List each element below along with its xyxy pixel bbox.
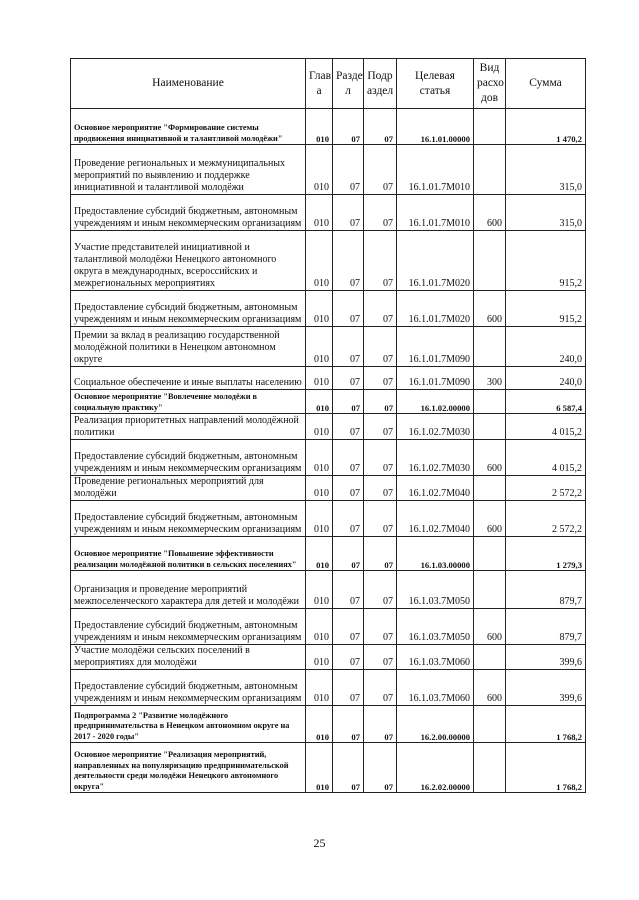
cell-razdel: 07 [333,571,364,609]
cell-summa: 1 279,3 [506,537,586,571]
cell-summa: 915,2 [506,291,586,327]
cell-summa: 315,0 [506,195,586,231]
cell-summa: 2 572,2 [506,501,586,537]
cell-tselevaya-statya: 16.1.01.7М090 [397,367,474,390]
header-tselevaya-statya: Целевая статья [397,59,474,109]
cell-vid-raskhodov [474,537,506,571]
table-row [71,390,586,414]
table-header-row [71,59,586,109]
cell-razdel: 07 [333,645,364,670]
cell-razdel: 07 [333,440,364,476]
cell-razdel: 07 [333,609,364,645]
table-row [71,501,586,537]
cell-naimenovanie: Основное мероприятие "Повышение эффективности реализации молодёжной политики в сельских поселениях" [71,537,306,571]
cell-glava: 010 [306,645,333,670]
cell-razdel: 07 [333,195,364,231]
cell-vid-raskhodov [474,476,506,501]
cell-razdel: 07 [333,231,364,291]
header-summa: Сумма [506,59,586,109]
page-number: 25 [313,836,326,850]
cell-glava: 010 [306,109,333,145]
cell-vid-raskhodov: 600 [474,501,506,537]
cell-tselevaya-statya: 16.1.01.7М020 [397,291,474,327]
cell-tselevaya-statya: 16.1.02.7М040 [397,476,474,501]
cell-tselevaya-statya: 16.1.03.7М050 [397,609,474,645]
cell-summa: 1 470,2 [506,109,586,145]
table-row [71,414,586,440]
table-row [71,743,586,793]
cell-naimenovanie: Предоставление субсидий бюджетным, автономным учреждениям и иным некоммерческим организациям [71,609,306,645]
cell-tselevaya-statya: 16.1.01.7М090 [397,327,474,367]
table-row [71,609,586,645]
cell-tselevaya-statya: 16.1.01.7М020 [397,231,474,291]
cell-tselevaya-statya: 16.1.01.7М010 [397,195,474,231]
cell-naimenovanie: Социальное обеспечение и иные выплаты населению [71,367,306,390]
cell-summa: 240,0 [506,367,586,390]
cell-summa: 1 768,2 [506,743,586,793]
cell-podrazdel: 07 [364,109,397,145]
table-row [71,706,586,743]
cell-podrazdel: 07 [364,145,397,195]
cell-podrazdel: 07 [364,440,397,476]
cell-vid-raskhodov [474,706,506,743]
cell-naimenovanie: Реализация приоритетных направлений молодёжной политики [71,414,306,440]
cell-naimenovanie: Основное мероприятие "Формирование системы продвижения инициативной и талантливой молодёжи" [71,109,306,145]
cell-podrazdel: 07 [364,231,397,291]
cell-tselevaya-statya: 16.1.03.7М060 [397,670,474,706]
cell-podrazdel: 07 [364,367,397,390]
cell-vid-raskhodov: 300 [474,367,506,390]
cell-summa: 915,2 [506,231,586,291]
header-vid-raskhodov: Вид расхо дов [474,59,506,109]
cell-tselevaya-statya: 16.2.00.00000 [397,706,474,743]
cell-razdel: 07 [333,670,364,706]
cell-naimenovanie: Предоставление субсидий бюджетным, автономным учреждениям и иным некоммерческим организациям [71,440,306,476]
cell-podrazdel: 07 [364,291,397,327]
cell-naimenovanie: Проведение региональных мероприятий для молодёжи [71,476,306,501]
cell-naimenovanie: Подпрограмма 2 "Развитие молодёжного предпринимательства в Ненецком автономном округе на 2017 - 2020 годы" [71,706,306,743]
table-row [71,327,586,367]
cell-vid-raskhodov [474,743,506,793]
cell-vid-raskhodov [474,327,506,367]
table-row [71,537,586,571]
cell-tselevaya-statya: 16.1.02.7М030 [397,440,474,476]
cell-vid-raskhodov [474,145,506,195]
cell-podrazdel: 07 [364,327,397,367]
cell-vid-raskhodov [474,645,506,670]
cell-glava: 010 [306,476,333,501]
table-row [71,367,586,390]
table-row [71,145,586,195]
table-row [71,476,586,501]
cell-podrazdel: 07 [364,414,397,440]
cell-tselevaya-statya: 16.1.02.7М030 [397,414,474,440]
cell-summa: 240,0 [506,327,586,367]
table-row [71,109,586,145]
table-row [71,645,586,670]
cell-glava: 010 [306,231,333,291]
cell-tselevaya-statya: 16.2.02.00000 [397,743,474,793]
cell-naimenovanie: Организация и проведение мероприятий межпоселенческого характера для детей и молодёжи [71,571,306,609]
table-row [71,291,586,327]
cell-summa: 879,7 [506,609,586,645]
cell-razdel: 07 [333,145,364,195]
cell-glava: 010 [306,537,333,571]
cell-glava: 010 [306,195,333,231]
table-row [71,440,586,476]
cell-vid-raskhodov: 600 [474,609,506,645]
cell-glava: 010 [306,706,333,743]
cell-podrazdel: 07 [364,706,397,743]
cell-razdel: 07 [333,476,364,501]
cell-naimenovanie: Предоставление субсидий бюджетным, автономным учреждениям и иным некоммерческим организациям [71,670,306,706]
cell-naimenovanie: Участие представителей инициативной и талантливой молодёжи Ненецкого автономного округа в международных, всероссийских и межрегиональных мероприятиях [71,231,306,291]
cell-podrazdel: 07 [364,537,397,571]
cell-naimenovanie: Предоставление субсидий бюджетным, автономным учреждениям и иным некоммерческим организациям [71,195,306,231]
cell-razdel: 07 [333,291,364,327]
cell-podrazdel: 07 [364,743,397,793]
cell-glava: 010 [306,414,333,440]
cell-tselevaya-statya: 16.1.03.7М050 [397,571,474,609]
cell-razdel: 07 [333,327,364,367]
cell-vid-raskhodov [474,231,506,291]
cell-vid-raskhodov [474,571,506,609]
cell-summa: 2 572,2 [506,476,586,501]
cell-summa: 4 015,2 [506,440,586,476]
cell-summa: 399,6 [506,645,586,670]
cell-naimenovanie: Участие молодёжи сельских поселений в мероприятиях для молодёжи [71,645,306,670]
header-naimenovanie: Наименование [71,59,306,109]
cell-vid-raskhodov: 600 [474,195,506,231]
cell-summa: 315,0 [506,145,586,195]
cell-podrazdel: 07 [364,476,397,501]
cell-vid-raskhodov: 600 [474,670,506,706]
cell-razdel: 07 [333,537,364,571]
cell-glava: 010 [306,609,333,645]
cell-naimenovanie: Премии за вклад в реализацию государственной молодёжной политики в Ненецком автономном округе [71,327,306,367]
cell-summa: 1 768,2 [506,706,586,743]
cell-naimenovanie: Предоставление субсидий бюджетным, автономным учреждениям и иным некоммерческим организациям [71,501,306,537]
cell-tselevaya-statya: 16.1.03.00000 [397,537,474,571]
cell-podrazdel: 07 [364,501,397,537]
cell-tselevaya-statya: 16.1.01.7М010 [397,145,474,195]
cell-glava: 010 [306,440,333,476]
cell-vid-raskhodov: 600 [474,440,506,476]
cell-vid-raskhodov: 600 [474,291,506,327]
cell-glava: 010 [306,743,333,793]
cell-glava: 010 [306,145,333,195]
cell-podrazdel: 07 [364,390,397,414]
table-row [71,231,586,291]
cell-podrazdel: 07 [364,645,397,670]
cell-razdel: 07 [333,501,364,537]
cell-razdel: 07 [333,109,364,145]
header-podrazdel: Подр аздел [364,59,397,109]
cell-glava: 010 [306,291,333,327]
cell-podrazdel: 07 [364,571,397,609]
cell-podrazdel: 07 [364,670,397,706]
cell-summa: 879,7 [506,571,586,609]
cell-naimenovanie: Основное мероприятие "Реализация мероприятий, направленных на популяризацию предпринимательской деятельности среди молодёжи Ненецкого автономного округа" [71,743,306,793]
cell-tselevaya-statya: 16.1.02.7М040 [397,501,474,537]
header-glava: Глав а [306,59,333,109]
cell-razdel: 07 [333,743,364,793]
cell-glava: 010 [306,390,333,414]
cell-glava: 010 [306,327,333,367]
table-row [71,571,586,609]
cell-summa: 4 015,2 [506,414,586,440]
cell-vid-raskhodov [474,109,506,145]
cell-summa: 399,6 [506,670,586,706]
cell-glava: 010 [306,670,333,706]
cell-tselevaya-statya: 16.1.02.00000 [397,390,474,414]
cell-tselevaya-statya: 16.1.03.7М060 [397,645,474,670]
header-razdel: Разде л [333,59,364,109]
cell-glava: 010 [306,367,333,390]
cell-glava: 010 [306,501,333,537]
cell-razdel: 07 [333,414,364,440]
cell-vid-raskhodov [474,414,506,440]
cell-podrazdel: 07 [364,609,397,645]
cell-vid-raskhodov [474,390,506,414]
cell-razdel: 07 [333,390,364,414]
cell-naimenovanie: Основное мероприятие "Вовлечение молодёжи в социальную практику" [71,390,306,414]
cell-podrazdel: 07 [364,195,397,231]
cell-razdel: 07 [333,706,364,743]
cell-naimenovanie: Предоставление субсидий бюджетным, автономным учреждениям и иным некоммерческим организациям [71,291,306,327]
budget-table [70,58,586,793]
cell-razdel: 07 [333,367,364,390]
cell-tselevaya-statya: 16.1.01.00000 [397,109,474,145]
table-row [71,195,586,231]
cell-naimenovanie: Проведение региональных и межмуниципальных мероприятий по выявлению и поддержке инициативной и талантливой молодёжи [71,145,306,195]
cell-glava: 010 [306,571,333,609]
table-row [71,670,586,706]
cell-summa: 6 587,4 [506,390,586,414]
